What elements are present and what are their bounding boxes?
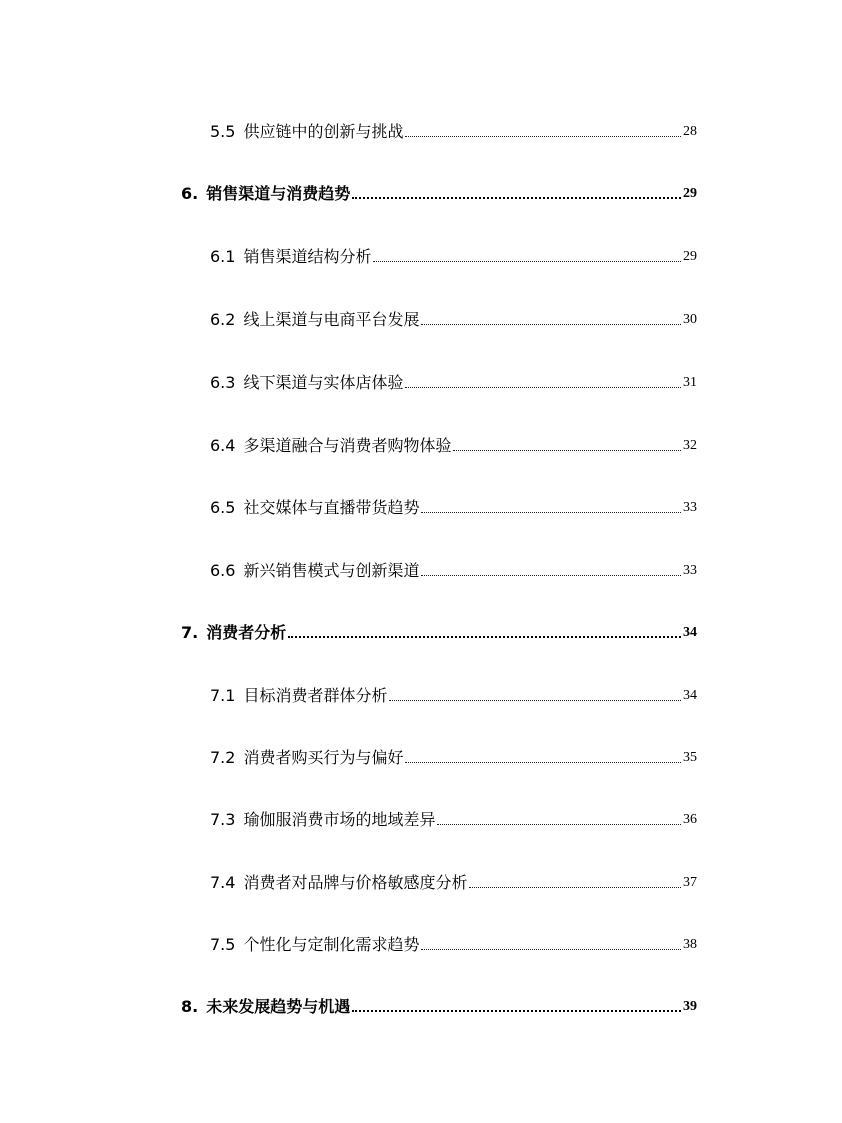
toc-title: 新兴销售模式与创新渠道 <box>243 561 420 580</box>
toc-number: 7.3 <box>210 810 236 829</box>
toc-page-number: 29 <box>683 186 697 201</box>
toc-number: 6.4 <box>210 436 236 455</box>
toc-entry-6-3[interactable] <box>0 363 842 393</box>
toc-page-number: 29 <box>683 249 697 264</box>
toc-page-number: 33 <box>683 500 697 515</box>
dot-leader <box>421 512 681 513</box>
toc-entry-7-1[interactable] <box>0 676 842 706</box>
toc-title: 销售渠道与消费趋势 <box>206 184 351 203</box>
toc-number: 6.6 <box>210 561 236 580</box>
toc-page-number: 34 <box>683 625 697 640</box>
dot-leader <box>405 136 681 137</box>
toc-title: 消费者购买行为与偏好 <box>243 748 404 767</box>
toc-number: 7.2 <box>210 748 236 767</box>
toc-title: 瑜伽服消费市场的地域差异 <box>243 810 436 829</box>
toc-title: 消费者对品牌与价格敏感度分析 <box>243 873 468 892</box>
dot-leader <box>405 762 681 763</box>
toc-entry-7-4[interactable] <box>0 863 842 893</box>
dot-leader <box>453 450 681 451</box>
toc-number: 6.3 <box>210 373 236 392</box>
toc-title: 销售渠道结构分析 <box>243 247 372 266</box>
toc-number: 5.5 <box>210 122 236 141</box>
dot-leader <box>373 261 681 262</box>
dot-leader <box>421 324 681 325</box>
toc-page-number: 34 <box>683 688 697 703</box>
toc-number: 7.4 <box>210 873 236 892</box>
toc-page-number: 31 <box>683 375 697 390</box>
toc-number: 6.5 <box>210 498 236 517</box>
toc-number: 8. <box>181 997 199 1016</box>
dot-leader <box>421 949 681 950</box>
toc-entry-6-1[interactable] <box>0 237 842 267</box>
toc-entry-6-5[interactable] <box>0 488 842 518</box>
toc-number: 6. <box>181 184 199 203</box>
toc-entry-5-5[interactable] <box>0 112 842 142</box>
toc-page-number: 39 <box>683 999 697 1014</box>
toc-entry-6[interactable] <box>0 174 842 204</box>
toc-number: 6.2 <box>210 310 236 329</box>
toc-title: 社交媒体与直播带货趋势 <box>243 498 420 517</box>
toc-page-number: 30 <box>683 312 697 327</box>
toc-entry-7[interactable] <box>0 613 842 643</box>
dot-leader <box>352 197 681 199</box>
toc-number: 7. <box>181 623 199 642</box>
dot-leader <box>288 636 681 638</box>
toc-number: 7.5 <box>210 935 236 954</box>
toc-page-number: 32 <box>683 438 697 453</box>
toc-page-number: 38 <box>683 937 697 952</box>
toc-title: 未来发展趋势与机遇 <box>206 997 351 1016</box>
toc-title: 供应链中的创新与挑战 <box>243 122 404 141</box>
toc-entry-6-4[interactable] <box>0 426 842 456</box>
toc-title: 目标消费者群体分析 <box>243 686 388 705</box>
toc-entry-6-2[interactable] <box>0 300 842 330</box>
toc-title: 消费者分析 <box>206 623 287 642</box>
toc-page-number: 28 <box>683 124 697 139</box>
toc-page-number: 36 <box>683 812 697 827</box>
dot-leader <box>437 824 681 825</box>
toc-title: 线上渠道与电商平台发展 <box>243 310 420 329</box>
dot-leader <box>405 387 681 388</box>
toc-number: 6.1 <box>210 247 236 266</box>
dot-leader <box>469 887 681 888</box>
toc-entry-8[interactable] <box>0 987 842 1017</box>
toc-entry-7-3[interactable] <box>0 800 842 830</box>
toc-entry-7-2[interactable] <box>0 738 842 768</box>
toc-number: 7.1 <box>210 686 236 705</box>
toc-entry-6-6[interactable] <box>0 551 842 581</box>
dot-leader <box>389 700 681 701</box>
toc-title: 多渠道融合与消费者购物体验 <box>243 436 452 455</box>
toc-title: 个性化与定制化需求趋势 <box>243 935 420 954</box>
dot-leader <box>352 1010 681 1012</box>
toc-entry-7-5[interactable] <box>0 925 842 955</box>
toc-page-number: 35 <box>683 750 697 765</box>
toc-title: 线下渠道与实体店体验 <box>243 373 404 392</box>
toc-page-number: 37 <box>683 875 697 890</box>
toc-page-number: 33 <box>683 563 697 578</box>
dot-leader <box>421 575 681 576</box>
